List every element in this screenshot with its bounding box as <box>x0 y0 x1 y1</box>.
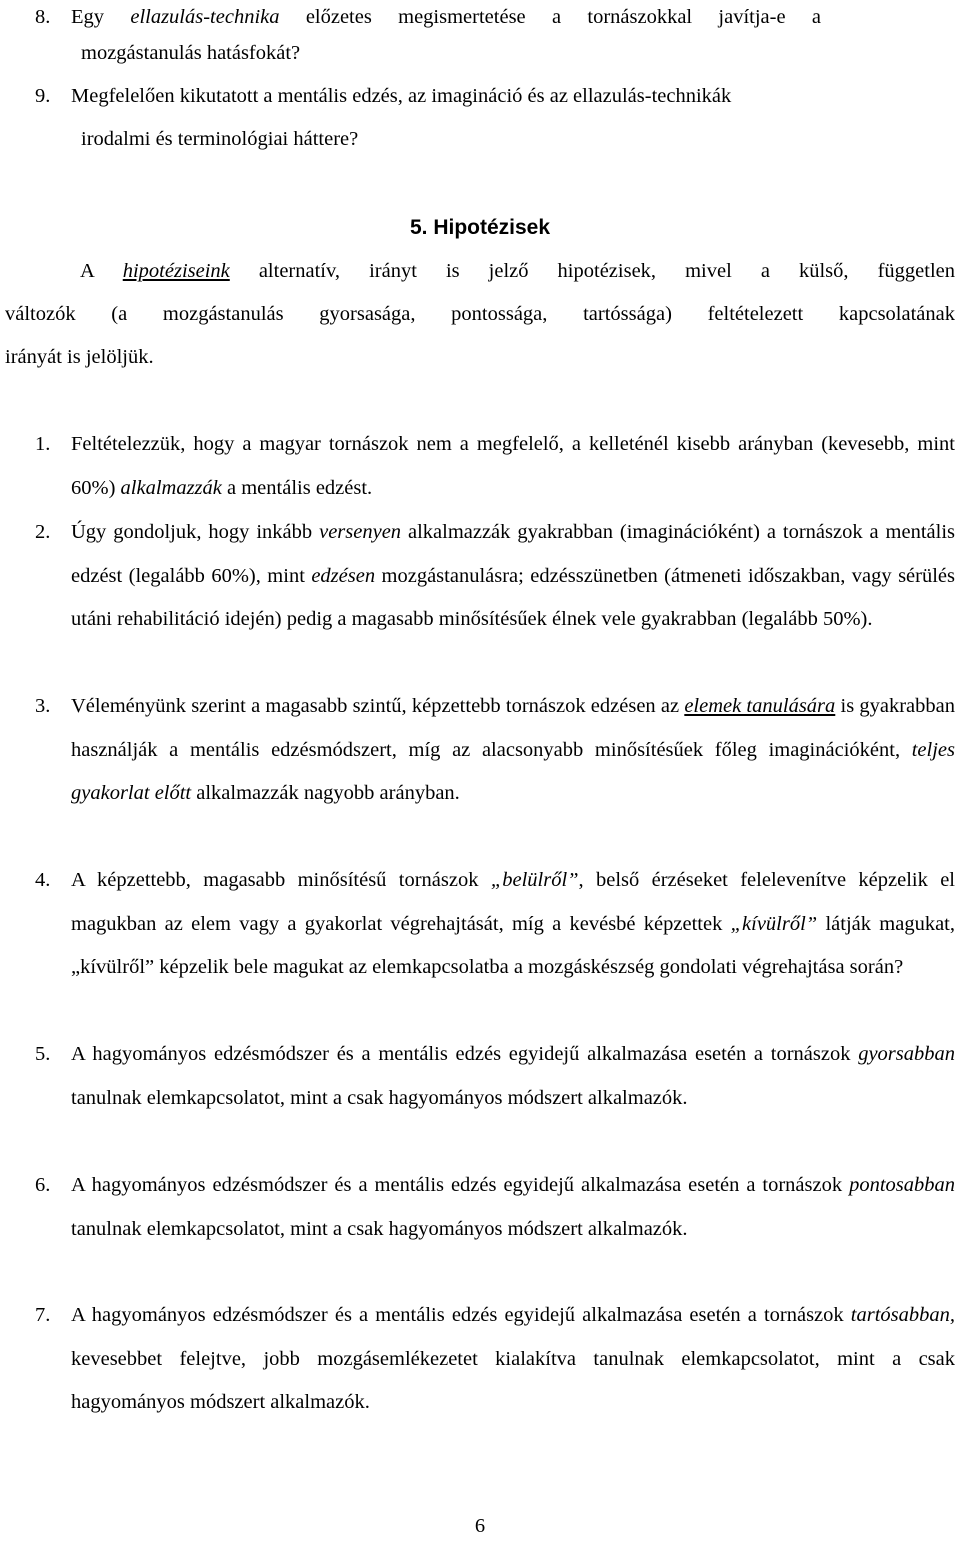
italic-text: „kívülről” <box>730 912 818 935</box>
italic-text: edzésen <box>311 564 376 587</box>
list-number: 3. <box>35 695 51 717</box>
underlined-text: hipotéziseink <box>122 260 230 282</box>
list-number: 8. <box>35 6 51 28</box>
text: alkalmazzák gyakrabban (imaginációként) a tornászok a mentális edzést (legalább 60%), mint <box>71 521 955 587</box>
text: Feltételezzük, hogy a magyar tornászok nem a megfelelő, a kelleténél kisebb arányban (kevesebb, mint 60%) <box>71 433 955 499</box>
text: A hagyományos edzésmódszer és a mentális edzés egyidejű alkalmazása esetén a tornászok <box>71 1174 850 1196</box>
text: , belső érzéseket felelevenítve képzelik el magukban az elem vagy a gyakorlat végrehajtását, míg a kevésbé képzettek <box>71 869 956 935</box>
text: Véleményünk szerint a magasabb szintű, képzettebb tornászok edzésen az <box>71 695 685 717</box>
intro-line-1 <box>80 250 955 294</box>
list-item-9-line1: Megfelelően kikutatott a mentális edzés, az imagináció és az ellazulás-technikák <box>71 85 732 107</box>
list-number: 6. <box>35 1174 51 1196</box>
italic-text: tartósabban, <box>850 1304 955 1326</box>
italic-text: versenyen <box>319 521 402 543</box>
text: Egy <box>71 6 131 28</box>
italic-text: „belülről” <box>490 869 579 891</box>
italic-text: elemek tanulására <box>684 695 836 717</box>
text: A hagyományos edzésmódszer és a mentális edzés egyidejű alkalmazása esetén a tornászok <box>71 1304 851 1326</box>
list-item-9-line2: irodalmi és terminológiai háttere? <box>81 128 359 150</box>
text: A <box>80 260 123 282</box>
page-number: 6 <box>474 1515 486 1537</box>
hypothesis-6 <box>71 1164 955 1251</box>
text: alternatív, irányt is jelző hipotézisek, mivel a külső, független <box>229 260 955 282</box>
text: is gyakrabban használják a mentális edzésmódszert, míg az alacsonyabb minősítésűek főleg imaginációként, <box>71 695 956 761</box>
list-number: 2. <box>35 521 51 543</box>
text: Úgy gondoljuk, hogy inkább <box>71 521 320 543</box>
hypothesis-7 <box>71 1294 955 1425</box>
text: előzetes megismertetése a tornászokkal javítja-e a <box>279 6 821 28</box>
hypothesis-1 <box>71 423 955 510</box>
italic-text: teljes gyakorlat előtt <box>71 738 955 804</box>
text: A hagyományos edzésmódszer és a mentális edzés egyidejű alkalmazása esetén a tornászok <box>71 1043 859 1065</box>
list-item-8-line2: mozgástanulás hatásfokát? <box>81 42 301 64</box>
list-number: 7. <box>35 1304 51 1326</box>
italic-text: gyorsabban <box>858 1043 955 1065</box>
text: a mentális edzést. <box>221 476 373 499</box>
list-number: 9. <box>35 85 51 107</box>
italic-text: ellazulás-technika <box>130 6 280 28</box>
intro-line-2: változók (a mozgástanulás gyorsasága, pontossága, tartóssága) feltételezett kapcsolatának <box>5 303 955 325</box>
text: A képzettebb, magasabb minősítésű tornászok <box>71 869 491 891</box>
list-number: 5. <box>35 1043 51 1065</box>
section-heading: 5. Hipotézisek <box>409 216 551 239</box>
text: tanulnak elemkapcsolatot, mint a csak hagyományos módszert alkalmazók. <box>71 1217 688 1240</box>
intro-line-3: irányát is jelöljük. <box>5 346 154 368</box>
hypothesis-5 <box>71 1033 955 1120</box>
text: alkalmazzák nagyobb arányban. <box>191 782 460 804</box>
text: látják magukat, „kívülről” képzelik bele magukat az elemkapcsolatba a mozgáskészség gondolati végrehajtása során? <box>71 912 955 978</box>
hypothesis-4 <box>71 859 955 990</box>
hypothesis-3 <box>71 685 955 816</box>
italic-text: alkalmazzák <box>120 476 222 499</box>
text: tanulnak elemkapcsolatot, mint a csak hagyományos módszert alkalmazók. <box>71 1086 688 1109</box>
hypothesis-2 <box>71 511 955 642</box>
list-number: 4. <box>35 869 51 891</box>
text: kevesebbet felejtve, jobb mozgásemlékezetet kialakítva tanulnak elemkapcsolatot, mint a csak hagyományos módszert alkalmazók. <box>71 1347 955 1413</box>
text: mozgástanulásra; edzésszünetben (átmeneti időszakban, vagy sérülés utáni rehabilitáció idején) pedig a magasabb minősítésűek élnek vele gyakrabban (legalább 50%). <box>71 564 955 630</box>
italic-text: pontosabban <box>849 1174 955 1196</box>
list-number: 1. <box>35 433 51 455</box>
